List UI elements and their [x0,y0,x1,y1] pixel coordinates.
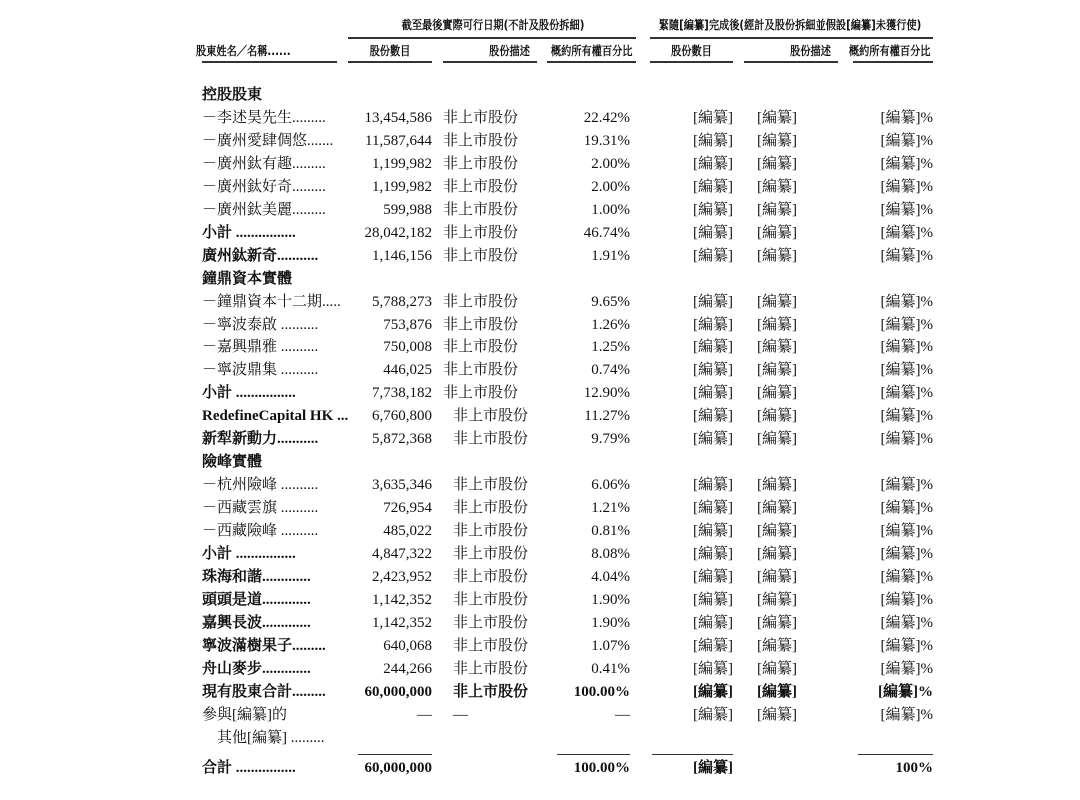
table-row [0,130,1080,153]
ownership-pct: 1.21% [591,500,630,517]
total-shares: 60,000,000 [364,760,432,776]
shareholder-name: 小計 ................ [202,546,296,562]
post-share-description: [編纂] [757,637,797,654]
ownership-pct: 11.27% [584,408,630,425]
table-row [0,635,1080,658]
post-share-description: [編纂] [757,178,797,195]
col-header-name: 股東姓名／名稱...... [196,44,291,58]
post-shares-count: [編纂] [693,546,733,562]
share-description: 非上市股份 [453,500,529,517]
shareholder-name: －寧波鼎集 .......... [202,362,319,379]
ownership-pct: 1.91% [591,247,630,264]
shareholder-name: 小計 ................ [202,385,296,402]
ownership-pct: 19.31% [583,132,630,149]
post-ownership-pct: [編纂]% [878,683,933,700]
divider [348,37,636,39]
col-header-post-shares: 股份數目 [671,44,712,58]
shares-count: 1,146,156 [372,247,432,264]
shareholder-name: －嘉興鼎雅 .......... [202,339,319,356]
shares-count: 599,988 [383,201,432,218]
share-description: 非上市股份 [443,109,519,126]
post-ownership-pct: [編纂]% [880,660,933,677]
table-row [0,245,1080,268]
share-description: 非上市股份 [443,362,519,379]
table-row [0,222,1080,245]
divider [202,61,337,63]
divider [358,754,432,755]
divider [858,754,933,755]
ownership-pct: 2.00% [591,178,630,195]
table-row [0,497,1080,520]
shareholder-name: 廣州鈦新奇........... [202,247,319,264]
shareholder-name: 嘉興長波............. [202,614,311,631]
section-heading-row [0,268,1080,291]
shares-count: 750,008 [383,339,432,356]
divider [443,61,537,63]
share-description: 非上市股份 [443,178,519,195]
table-row [0,107,1080,130]
shareholder-name: －西藏雲旗 .......... [202,500,319,517]
post-ownership-pct: [編纂]% [880,293,933,310]
shares-count: 446,025 [383,362,432,379]
post-share-description: [編纂] [757,568,797,585]
shareholder-name: －鐘鼎資本十二期..... [202,293,341,310]
ownership-pct: 46.74% [583,224,630,241]
ownership-pct: 6.06% [591,477,630,494]
shareholder-name: －杭州險峰 .......... [202,477,319,494]
post-shares-count: [編纂] [693,477,733,494]
post-share-description: [編纂] [757,660,797,677]
share-description: 非上市股份 [443,155,519,172]
section-heading-row [0,451,1080,474]
post-shares-count: [編纂] [693,568,733,585]
post-shares-count: [編纂] [693,408,733,425]
table-row [0,566,1080,589]
header-group-post: 緊隨[編纂]完成後(經計及股份拆細並假設[編纂]未獲行使) [658,18,922,32]
divider [547,61,636,63]
post-share-description: [編纂] [757,500,797,517]
shareholder-name: －廣州愛肆倜悠....... [202,132,334,149]
table-row [0,199,1080,222]
post-shares-count: [編纂] [693,683,733,700]
post-shares-count: [編纂] [693,247,733,264]
post-shares-count: [編纂] [693,591,733,608]
shareholder-name: RedefineCapital HK ... [202,408,349,425]
post-shares-count: [編纂] [693,155,733,172]
post-ownership-pct: [編纂]% [880,637,933,654]
total-label: 合計 ................ [202,760,296,776]
post-share-description: [編纂] [757,683,797,700]
shares-count: 1,142,352 [372,614,432,631]
shareholder-name: 其他[編纂] ......... [202,729,325,746]
share-description: 非上市股份 [443,339,519,356]
table-row [0,153,1080,176]
shareholder-name: 參與[編纂]的 [202,706,287,723]
shares-count: 1,199,982 [372,178,432,195]
ownership-pct: 12.90% [583,385,630,402]
post-share-description: [編纂] [757,155,797,172]
col-header-desc: 股份描述 [489,44,530,58]
shareholder-name: 寧波滿樹果子......... [202,637,326,654]
post-ownership-pct: [編纂]% [880,316,933,333]
ownership-pct: 1.26% [591,316,630,333]
shares-count: 3,635,346 [372,477,432,494]
post-ownership-pct: [編纂]% [880,224,933,241]
post-share-description: [編纂] [757,523,797,540]
total-post-pct: 100% [895,760,933,776]
shareholder-name: －廣州鈦有趣......... [202,155,326,172]
section-heading: 控股股東 [202,87,263,103]
divider [652,754,733,755]
ownership-pct: 1.25% [591,339,630,356]
shares-count: 2,423,952 [372,568,432,585]
shares-count: 726,954 [383,500,432,517]
post-shares-count: [編纂] [693,500,733,517]
divider [650,61,733,63]
table-row [0,428,1080,451]
ownership-pct: 4.04% [591,568,630,585]
ownership-pct: 22.42% [583,109,630,126]
share-description: 非上市股份 [443,224,519,241]
share-description: 非上市股份 [443,201,519,218]
post-share-description: [編纂] [757,477,797,494]
shareholder-name: －李述昊先生......... [202,109,326,126]
ownership-pct: 2.00% [591,155,630,172]
divider [744,61,838,63]
share-description: 非上市股份 [453,477,529,494]
shares-count: 6,760,800 [372,408,432,425]
table-row [0,314,1080,337]
post-ownership-pct: [編纂]% [880,385,933,402]
total-pct: 100.00% [573,760,630,776]
post-shares-count: [編纂] [693,637,733,654]
share-description: 非上市股份 [453,523,529,540]
shares-count: 28,042,182 [364,224,432,241]
post-share-description: [編纂] [757,614,797,631]
ownership-pct: 0.74% [591,362,630,379]
shares-count: 7,738,182 [372,385,432,402]
post-share-description: [編纂] [757,339,797,356]
col-header-post-pct: 概約所有權百分比 [848,44,931,58]
post-shares-count: [編纂] [693,339,733,356]
table-row [0,336,1080,359]
shares-count: 5,872,368 [372,431,432,448]
share-description: 非上市股份 [453,546,529,562]
share-description: 非上市股份 [453,660,529,677]
table-row [0,520,1080,543]
post-ownership-pct: [編纂]% [880,706,933,723]
table-row [0,291,1080,314]
post-ownership-pct: [編纂]% [880,339,933,356]
post-shares-count: [編纂] [693,431,733,448]
post-shares-count: [編纂] [693,362,733,379]
share-description: 非上市股份 [453,591,529,608]
post-shares-count: [編纂] [693,523,733,540]
shares-count: 4,847,322 [372,546,432,562]
post-shares-count: [編纂] [693,316,733,333]
table-row [0,405,1080,428]
post-ownership-pct: [編纂]% [880,362,933,379]
table-row [0,176,1080,199]
post-share-description: [編纂] [757,224,797,241]
post-ownership-pct: [編纂]% [880,132,933,149]
share-description: 非上市股份 [453,408,529,425]
share-description: 非上市股份 [453,568,529,585]
post-ownership-pct: [編纂]% [880,431,933,448]
share-description: — [453,706,468,723]
shares-count: 1,199,982 [372,155,432,172]
total-post-shares: [編纂] [693,760,733,776]
col-header-post-desc: 股份描述 [790,44,831,58]
post-share-description: [編纂] [757,247,797,264]
post-ownership-pct: [編纂]% [880,614,933,631]
post-shares-count: [編纂] [693,385,733,402]
post-share-description: [編纂] [757,362,797,379]
table-row [0,382,1080,405]
ownership-pct: 100.00% [573,683,630,700]
ownership-pct: 1.00% [591,201,630,218]
divider [557,754,630,755]
ownership-pct: 1.90% [591,614,630,631]
share-description: 非上市股份 [443,247,519,264]
shareholder-name: 小計 ................ [202,224,296,241]
shares-count: 1,142,352 [372,591,432,608]
section-heading: 鐘鼎資本實體 [202,270,293,287]
post-shares-count: [編纂] [693,201,733,218]
shareholder-name: 頭頭是道............. [202,591,311,608]
post-share-description: [編纂] [757,431,797,448]
post-ownership-pct: [編纂]% [880,591,933,608]
share-description: 非上市股份 [443,385,519,402]
share-description: 非上市股份 [443,132,519,149]
shareholder-name: 珠海和諧............. [202,568,311,585]
table-row [0,704,1080,727]
section-heading: 險峰實體 [202,454,263,471]
post-shares-count: [編纂] [693,706,733,723]
post-ownership-pct: [編纂]% [880,155,933,172]
table-row [0,474,1080,497]
section-heading-row [0,84,1080,107]
table-row [0,658,1080,681]
post-shares-count: [編纂] [693,614,733,631]
share-description: 非上市股份 [453,431,529,448]
ownership-pct: 9.79% [591,431,630,448]
post-ownership-pct: [編纂]% [880,523,933,540]
post-shares-count: [編纂] [693,109,733,126]
post-ownership-pct: [編纂]% [880,568,933,585]
divider [853,61,933,63]
post-ownership-pct: [編纂]% [880,500,933,517]
post-share-description: [編纂] [757,385,797,402]
ownership-pct: 1.90% [591,591,630,608]
shareholder-name: －寧波泰啟 .......... [202,316,319,333]
share-description: 非上市股份 [453,637,529,654]
post-ownership-pct: [編纂]% [880,201,933,218]
post-ownership-pct: [編纂]% [880,546,933,562]
table-row [0,359,1080,382]
post-share-description: [編纂] [757,293,797,310]
post-ownership-pct: [編纂]% [880,477,933,494]
shares-count: — [417,706,432,723]
post-shares-count: [編纂] [693,293,733,310]
shareholder-name: 現有股東合計......... [202,683,326,700]
share-description: 非上市股份 [443,293,519,310]
post-share-description: [編纂] [757,706,797,723]
total-row [0,757,1080,780]
post-ownership-pct: [編纂]% [880,178,933,195]
post-ownership-pct: [編纂]% [880,408,933,425]
post-ownership-pct: [編纂]% [880,247,933,264]
col-header-shares: 股份數目 [369,44,411,58]
shares-count: 13,454,586 [364,109,432,126]
post-shares-count: [編纂] [693,660,733,677]
shareholder-name: －西藏險峰 .......... [202,523,319,540]
post-shares-count: [編纂] [693,224,733,241]
share-description: 非上市股份 [453,614,529,631]
post-ownership-pct: [編纂]% [880,109,933,126]
shares-count: 640,068 [383,637,432,654]
shares-count: 5,788,273 [372,293,432,310]
post-shares-count: [編纂] [693,178,733,195]
ownership-pct: 8.08% [591,546,630,562]
ownership-pct: 1.07% [591,637,630,654]
shareholder-name: －廣州鈦美麗......... [202,201,326,218]
table-row [0,681,1080,704]
shares-count: 244,266 [383,660,432,677]
shares-count: 753,876 [383,316,432,333]
header-group-pre: 截至最後實際可行日期(不計及股份拆細) [401,18,585,32]
shares-count: 60,000,000 [364,683,432,700]
post-share-description: [編纂] [757,546,797,562]
col-header-pct: 概約所有權百分比 [550,44,633,58]
shareholder-name: 新犁新動力........... [202,431,319,448]
table-row [0,612,1080,635]
post-share-description: [編纂] [757,201,797,218]
shares-count: 485,022 [383,523,432,540]
post-share-description: [編纂] [757,591,797,608]
table-row [0,727,1080,750]
post-share-description: [編纂] [757,408,797,425]
share-description: 非上市股份 [443,316,519,333]
shareholder-name: 舟山麥步............. [202,660,311,677]
post-share-description: [編纂] [757,109,797,126]
shareholder-name: －廣州鈦好奇......... [202,178,326,195]
ownership-pct: 9.65% [591,293,630,310]
table-row [0,543,1080,566]
shares-count: 11,587,644 [365,132,432,149]
ownership-pct: — [615,706,630,723]
divider [650,37,933,39]
post-shares-count: [編纂] [693,132,733,149]
table-row [0,589,1080,612]
share-description: 非上市股份 [453,683,529,700]
divider [348,61,432,63]
post-share-description: [編纂] [757,316,797,333]
ownership-pct: 0.41% [591,660,630,677]
ownership-pct: 0.81% [591,523,630,540]
post-share-description: [編纂] [757,132,797,149]
